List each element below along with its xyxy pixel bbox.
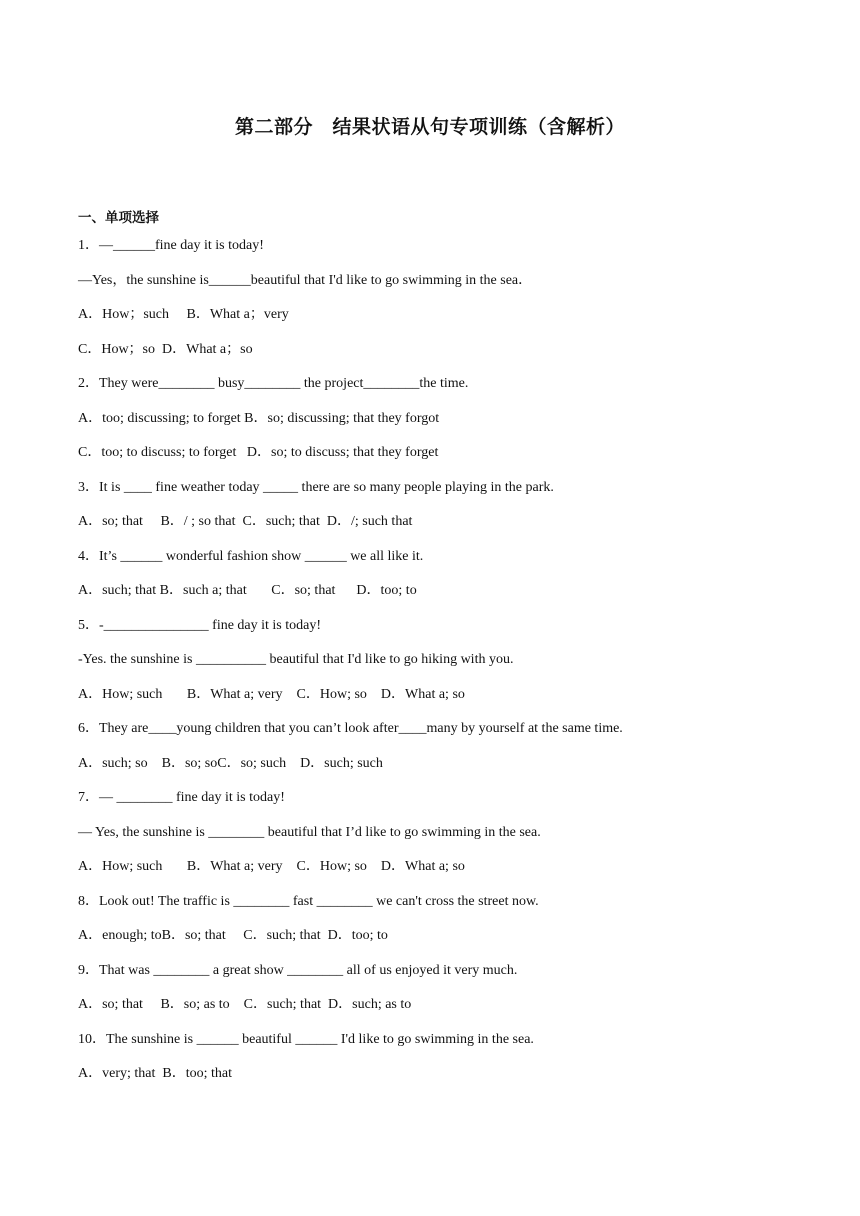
answer-options: A．How；such B．What a；very [78, 307, 289, 322]
question-line: —Yes，the sunshine is______beautiful that I'd like to go swimming in the sea． [78, 272, 533, 288]
question-line: 9．That was ________ a great show ________ all of us enjoyed it very much. [78, 962, 518, 978]
answer-options: A．so; that B．/ ; so that C．such; that D．/; such that [78, 514, 413, 529]
section-heading: 一、单项选择 [78, 210, 159, 226]
answer-options: A．such; that B．such a; that C．so; that D．too; to [78, 583, 417, 598]
answer-options: A．so; that B．so; as to C．such; that D．such; as to [78, 997, 412, 1012]
answer-options: A．too; discussing; to forget B．so; discussing; that they forgot [78, 410, 440, 426]
answer-options: C．too; to discuss; to forget D．so; to discuss; that they forget [78, 445, 439, 460]
answer-options: A．very; that B．too; that [78, 1066, 232, 1081]
question-line: 10．The sunshine is ______ beautiful ______ I'd like to go swimming in the sea. [78, 1031, 534, 1047]
answer-options: C．How；so D．What a；so [78, 341, 253, 357]
question-line: -Yes. the sunshine is __________ beautiful that I'd like to go hiking with you. [78, 652, 514, 667]
question-line: 7．— ________ fine day it is today! [78, 790, 285, 805]
question-line: 2．They were________ busy________ the project________the time. [78, 376, 469, 391]
question-line: 5．-_______________ fine day it is today! [78, 617, 322, 633]
question-line: 8．Look out! The traffic is ________ fast ________ we can't cross the street now. [78, 893, 539, 909]
answer-options: A．such; so B．so; soC．so; such D．such; such [78, 755, 383, 771]
page-title: 第二部分 结果状语从句专项训练（含解析） [234, 116, 625, 138]
question-line: 6．They are____young children that you can’t look after____many by yourself at the same time. [78, 721, 623, 736]
question-line: — Yes, the sunshine is ________ beautiful that I’d like to go swimming in the sea. [78, 824, 541, 840]
answer-options: A．How; such B．What a; very C．How; so D．What a; so [78, 686, 465, 702]
question-list [78, 235, 798, 1098]
question-line: 3．It is ____ fine weather today _____ there are so many people playing in the park. [78, 479, 554, 495]
answer-options: A．How; such B．What a; very C．How; so D．What a; so [78, 859, 465, 874]
answer-options: A．enough; toB．so; that C．such; that D．too; to [78, 928, 388, 943]
question-line: 4．It’s ______ wonderful fashion show ______ we all like it. [78, 548, 424, 564]
question-line: 1．—______fine day it is today! [78, 238, 264, 253]
